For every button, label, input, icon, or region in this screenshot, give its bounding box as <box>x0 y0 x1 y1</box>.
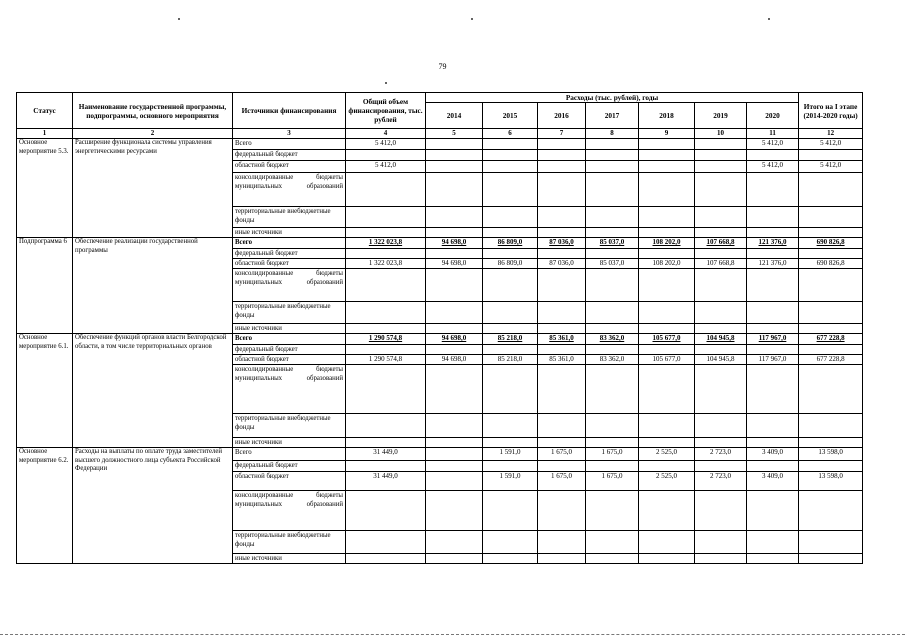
column-number: 5 <box>426 129 483 139</box>
status-cell: Основное мероприятие 5.3. <box>17 139 73 238</box>
year-value-cell <box>586 438 639 448</box>
year-value-cell <box>538 228 586 238</box>
itog-cell: 5 412,0 <box>799 161 863 173</box>
total-volume-cell <box>346 324 426 334</box>
year-value-cell <box>747 461 799 472</box>
itog-cell: 13 598,0 <box>799 472 863 491</box>
year-value-cell <box>483 491 538 531</box>
year-value-cell: 86 809,0 <box>483 238 538 249</box>
funding-source-cell: иные источники <box>233 554 346 564</box>
year-value-cell <box>426 249 483 259</box>
column-number: 4 <box>346 129 426 139</box>
funding-source-cell: иные источники <box>233 438 346 448</box>
year-value-cell <box>747 269 799 302</box>
year-value-cell: 2 525,0 <box>639 448 695 461</box>
total-volume-cell <box>346 438 426 448</box>
year-value-cell <box>538 302 586 324</box>
itog-cell: 5 412,0 <box>799 139 863 150</box>
column-number: 10 <box>695 129 747 139</box>
year-value-cell <box>639 438 695 448</box>
year-value-cell: 2 723,0 <box>695 472 747 491</box>
year-value-cell <box>483 365 538 414</box>
funding-source-cell: Всего <box>233 139 346 150</box>
header-status: Статус <box>17 93 73 129</box>
program-name-cell: Расширение функционала системы управления энергетическими ресурсами <box>73 139 233 238</box>
year-value-cell <box>639 150 695 161</box>
year-value-cell: 108 202,0 <box>639 238 695 249</box>
table-row <box>17 334 863 345</box>
header-year: 2017 <box>586 103 639 129</box>
total-volume-cell <box>346 365 426 414</box>
year-value-cell <box>538 269 586 302</box>
year-value-cell: 2 525,0 <box>639 472 695 491</box>
itog-cell <box>799 173 863 207</box>
header-year: 2015 <box>483 103 538 129</box>
funding-source-cell: Всего <box>233 334 346 345</box>
column-number: 3 <box>233 129 346 139</box>
itog-cell <box>799 269 863 302</box>
funding-source-cell: областной бюджет <box>233 161 346 173</box>
year-value-cell: 107 668,8 <box>695 238 747 249</box>
year-value-cell <box>538 531 586 554</box>
funding-source-cell: федеральный бюджет <box>233 461 346 472</box>
year-value-cell <box>538 139 586 150</box>
itog-cell <box>799 531 863 554</box>
year-value-cell: 85 037,0 <box>586 238 639 249</box>
year-value-cell <box>747 438 799 448</box>
year-value-cell <box>695 365 747 414</box>
program-name-cell: Обеспечение функций органов власти Белгородской области, в том числе территориальных органов <box>73 334 233 448</box>
itog-cell <box>799 554 863 564</box>
status-cell: Подпрограмма 6 <box>17 238 73 334</box>
year-value-cell: 108 202,0 <box>639 259 695 269</box>
total-volume-cell <box>346 302 426 324</box>
year-value-cell <box>639 269 695 302</box>
status-cell: Основное мероприятие 6.2. <box>17 448 73 564</box>
table-row <box>17 238 863 249</box>
year-value-cell <box>426 302 483 324</box>
table-row <box>17 139 863 150</box>
year-value-cell <box>695 302 747 324</box>
year-value-cell <box>483 228 538 238</box>
year-value-cell: 1 675,0 <box>538 448 586 461</box>
total-volume-cell <box>346 531 426 554</box>
year-value-cell <box>695 438 747 448</box>
year-value-cell <box>695 324 747 334</box>
table-row <box>17 448 863 461</box>
year-value-cell <box>426 139 483 150</box>
year-value-cell <box>695 173 747 207</box>
year-value-cell <box>747 491 799 531</box>
year-value-cell: 1 675,0 <box>538 472 586 491</box>
year-value-cell <box>747 554 799 564</box>
year-value-cell <box>639 531 695 554</box>
year-value-cell <box>538 161 586 173</box>
funding-source-cell: консолидированные бюджеты муниципальных образований <box>233 269 346 302</box>
total-volume-cell <box>346 554 426 564</box>
header-year: 2020 <box>747 103 799 129</box>
year-value-cell: 85 361,0 <box>538 355 586 365</box>
itog-cell <box>799 302 863 324</box>
funding-source-cell: областной бюджет <box>233 472 346 491</box>
year-value-cell <box>639 249 695 259</box>
year-value-cell <box>695 150 747 161</box>
total-volume-cell <box>346 345 426 355</box>
year-value-cell: 3 409,0 <box>747 448 799 461</box>
year-value-cell <box>639 491 695 531</box>
year-value-cell <box>426 448 483 461</box>
year-value-cell <box>639 207 695 228</box>
total-volume-cell: 1 322 023,8 <box>346 259 426 269</box>
column-number: 7 <box>538 129 586 139</box>
year-value-cell <box>695 461 747 472</box>
funding-source-cell: областной бюджет <box>233 259 346 269</box>
itog-cell <box>799 438 863 448</box>
funding-source-cell: Всего <box>233 448 346 461</box>
funding-source-cell: территориальные внебюджетные фонды <box>233 414 346 438</box>
column-number: 1 <box>17 129 73 139</box>
itog-cell: 13 598,0 <box>799 448 863 461</box>
total-volume-cell <box>346 461 426 472</box>
itog-cell: 690 826,8 <box>799 259 863 269</box>
year-value-cell <box>586 365 639 414</box>
page-number: 79 <box>438 62 447 71</box>
total-volume-cell: 31 449,0 <box>346 472 426 491</box>
year-value-cell <box>426 228 483 238</box>
itog-cell <box>799 461 863 472</box>
year-value-cell <box>639 461 695 472</box>
year-value-cell <box>586 173 639 207</box>
header-itog: Итого на I этапе (2014-2020 годы) <box>799 93 863 129</box>
year-value-cell <box>747 302 799 324</box>
year-value-cell: 87 036,0 <box>538 238 586 249</box>
year-value-cell <box>695 228 747 238</box>
year-value-cell <box>639 414 695 438</box>
year-value-cell: 121 376,0 <box>747 238 799 249</box>
column-number: 2 <box>73 129 233 139</box>
scan-speck <box>385 82 387 84</box>
year-value-cell <box>695 531 747 554</box>
total-volume-cell <box>346 173 426 207</box>
year-value-cell <box>483 173 538 207</box>
year-value-cell <box>538 207 586 228</box>
funding-source-cell: территориальные внебюджетные фонды <box>233 207 346 228</box>
itog-cell <box>799 228 863 238</box>
itog-cell: 690 826,8 <box>799 238 863 249</box>
year-value-cell <box>483 161 538 173</box>
year-value-cell <box>639 324 695 334</box>
year-value-cell <box>639 228 695 238</box>
year-value-cell <box>538 461 586 472</box>
year-value-cell: 85 037,0 <box>586 259 639 269</box>
scan-speck <box>178 18 180 20</box>
year-value-cell <box>586 269 639 302</box>
year-value-cell <box>695 161 747 173</box>
year-value-cell <box>639 554 695 564</box>
total-volume-cell <box>346 491 426 531</box>
year-value-cell <box>538 554 586 564</box>
status-cell: Основное мероприятие 6.1. <box>17 334 73 448</box>
year-value-cell <box>586 414 639 438</box>
column-number: 11 <box>747 129 799 139</box>
year-value-cell <box>639 139 695 150</box>
itog-cell <box>799 365 863 414</box>
total-volume-cell <box>346 150 426 161</box>
funding-source-cell: консолидированные бюджеты муниципальных образований <box>233 173 346 207</box>
year-value-cell <box>586 302 639 324</box>
year-value-cell <box>538 345 586 355</box>
year-value-cell <box>639 345 695 355</box>
year-value-cell <box>747 249 799 259</box>
year-value-cell: 5 412,0 <box>747 161 799 173</box>
total-volume-cell <box>346 207 426 228</box>
total-volume-cell: 5 412,0 <box>346 161 426 173</box>
year-value-cell: 83 362,0 <box>586 334 639 345</box>
year-value-cell <box>695 207 747 228</box>
header-year: 2014 <box>426 103 483 129</box>
year-value-cell: 87 036,0 <box>538 259 586 269</box>
year-value-cell: 117 967,0 <box>747 355 799 365</box>
column-number: 9 <box>639 129 695 139</box>
itog-cell: 677 228,8 <box>799 334 863 345</box>
year-value-cell <box>426 173 483 207</box>
itog-cell <box>799 324 863 334</box>
year-value-cell: 104 945,8 <box>695 355 747 365</box>
year-value-cell <box>426 150 483 161</box>
year-value-cell <box>747 150 799 161</box>
year-value-cell <box>538 365 586 414</box>
header-expenses-group: Расходы (тыс. рублей), годы <box>426 93 799 103</box>
year-value-cell <box>483 150 538 161</box>
column-number: 12 <box>799 129 863 139</box>
year-value-cell: 105 677,0 <box>639 334 695 345</box>
year-value-cell <box>483 139 538 150</box>
year-value-cell <box>426 531 483 554</box>
year-value-cell <box>426 161 483 173</box>
program-name-cell: Расходы на выплаты по оплате труда заместителей высшего должностного лица субъекта Российской Федерации <box>73 448 233 564</box>
year-value-cell <box>483 249 538 259</box>
column-numbers-row <box>17 129 863 139</box>
funding-source-cell: Всего <box>233 238 346 249</box>
year-value-cell <box>483 438 538 448</box>
total-volume-cell: 1 290 574,8 <box>346 334 426 345</box>
year-value-cell <box>538 324 586 334</box>
year-value-cell <box>483 302 538 324</box>
year-value-cell: 85 361,0 <box>538 334 586 345</box>
year-value-cell <box>586 554 639 564</box>
year-value-cell <box>639 365 695 414</box>
year-value-cell <box>639 161 695 173</box>
year-value-cell: 94 698,0 <box>426 334 483 345</box>
year-value-cell: 5 412,0 <box>747 139 799 150</box>
year-value-cell <box>426 207 483 228</box>
year-value-cell <box>426 472 483 491</box>
year-value-cell: 104 945,8 <box>695 334 747 345</box>
funding-source-cell: федеральный бюджет <box>233 249 346 259</box>
header-total-volume: Общий объем финансирования, тыс. рублей <box>346 93 426 129</box>
total-volume-cell <box>346 414 426 438</box>
year-value-cell <box>483 269 538 302</box>
itog-cell <box>799 249 863 259</box>
itog-cell <box>799 207 863 228</box>
year-value-cell <box>483 324 538 334</box>
year-value-cell <box>747 324 799 334</box>
year-value-cell <box>747 173 799 207</box>
year-value-cell: 105 677,0 <box>639 355 695 365</box>
scan-edge-line <box>0 634 905 636</box>
header-name: Наименование государственной программы, подпрограммы, основного мероприятия <box>73 93 233 129</box>
year-value-cell <box>426 438 483 448</box>
budget-table <box>16 92 863 564</box>
funding-source-cell: федеральный бюджет <box>233 150 346 161</box>
funding-source-cell: иные источники <box>233 324 346 334</box>
year-value-cell: 94 698,0 <box>426 238 483 249</box>
year-value-cell <box>695 414 747 438</box>
column-number: 8 <box>586 129 639 139</box>
funding-source-cell: консолидированные бюджеты муниципальных образований <box>233 491 346 531</box>
total-volume-cell: 1 322 023,8 <box>346 238 426 249</box>
year-value-cell <box>483 531 538 554</box>
year-value-cell: 94 698,0 <box>426 259 483 269</box>
year-value-cell <box>538 173 586 207</box>
year-value-cell <box>747 207 799 228</box>
year-value-cell <box>483 554 538 564</box>
year-value-cell <box>538 150 586 161</box>
year-value-cell: 3 409,0 <box>747 472 799 491</box>
total-volume-cell: 31 449,0 <box>346 448 426 461</box>
year-value-cell <box>695 269 747 302</box>
year-value-cell: 117 967,0 <box>747 334 799 345</box>
funding-source-cell: консолидированные бюджеты муниципальных образований <box>233 365 346 414</box>
year-value-cell <box>639 173 695 207</box>
year-value-cell: 85 218,0 <box>483 355 538 365</box>
year-value-cell <box>695 345 747 355</box>
year-value-cell: 107 668,8 <box>695 259 747 269</box>
column-number: 6 <box>483 129 538 139</box>
year-value-cell <box>586 324 639 334</box>
header-source: Источники финансирования <box>233 93 346 129</box>
year-value-cell <box>747 414 799 438</box>
year-value-cell: 94 698,0 <box>426 355 483 365</box>
year-value-cell <box>586 491 639 531</box>
year-value-cell <box>639 302 695 324</box>
year-value-cell <box>483 345 538 355</box>
funding-source-cell: областной бюджет <box>233 355 346 365</box>
year-value-cell <box>426 269 483 302</box>
budget-table-body <box>17 129 863 564</box>
total-volume-cell <box>346 249 426 259</box>
year-value-cell <box>586 207 639 228</box>
year-value-cell <box>695 554 747 564</box>
program-name-cell: Обеспечение реализации государственной программы <box>73 238 233 334</box>
year-value-cell: 1 675,0 <box>586 472 639 491</box>
year-value-cell <box>747 365 799 414</box>
year-value-cell <box>483 207 538 228</box>
header-year: 2019 <box>695 103 747 129</box>
year-value-cell <box>586 139 639 150</box>
itog-cell <box>799 345 863 355</box>
year-value-cell <box>426 461 483 472</box>
year-value-cell <box>747 531 799 554</box>
year-value-cell: 1 591,0 <box>483 472 538 491</box>
year-value-cell <box>426 345 483 355</box>
year-value-cell <box>586 531 639 554</box>
itog-cell <box>799 150 863 161</box>
year-value-cell <box>586 461 639 472</box>
total-volume-cell <box>346 269 426 302</box>
itog-cell <box>799 491 863 531</box>
year-value-cell: 86 809,0 <box>483 259 538 269</box>
year-value-cell: 83 362,0 <box>586 355 639 365</box>
year-value-cell <box>426 324 483 334</box>
itog-cell: 677 228,8 <box>799 355 863 365</box>
year-value-cell <box>538 438 586 448</box>
year-value-cell <box>538 249 586 259</box>
header-year: 2018 <box>639 103 695 129</box>
year-value-cell <box>586 228 639 238</box>
year-value-cell <box>586 345 639 355</box>
year-value-cell <box>483 414 538 438</box>
year-value-cell <box>747 228 799 238</box>
total-volume-cell <box>346 228 426 238</box>
year-value-cell: 2 723,0 <box>695 448 747 461</box>
year-value-cell <box>586 161 639 173</box>
year-value-cell <box>483 461 538 472</box>
year-value-cell: 121 376,0 <box>747 259 799 269</box>
year-value-cell <box>747 345 799 355</box>
year-value-cell <box>586 150 639 161</box>
year-value-cell: 1 591,0 <box>483 448 538 461</box>
funding-source-cell: территориальные внебюджетные фонды <box>233 531 346 554</box>
year-value-cell <box>426 414 483 438</box>
year-value-cell: 1 675,0 <box>586 448 639 461</box>
year-value-cell <box>426 554 483 564</box>
year-value-cell <box>695 249 747 259</box>
year-value-cell <box>426 365 483 414</box>
year-value-cell: 85 218,0 <box>483 334 538 345</box>
year-value-cell <box>538 414 586 438</box>
year-value-cell <box>586 249 639 259</box>
scan-speck <box>471 18 473 20</box>
funding-source-cell: территориальные внебюджетные фонды <box>233 302 346 324</box>
total-volume-cell: 1 290 574,8 <box>346 355 426 365</box>
header-year: 2016 <box>538 103 586 129</box>
year-value-cell <box>695 491 747 531</box>
year-value-cell <box>426 491 483 531</box>
itog-cell <box>799 414 863 438</box>
year-value-cell <box>695 139 747 150</box>
funding-source-cell: иные источники <box>233 228 346 238</box>
year-value-cell <box>538 491 586 531</box>
total-volume-cell: 5 412,0 <box>346 139 426 150</box>
scan-speck <box>768 18 770 20</box>
funding-source-cell: федеральный бюджет <box>233 345 346 355</box>
